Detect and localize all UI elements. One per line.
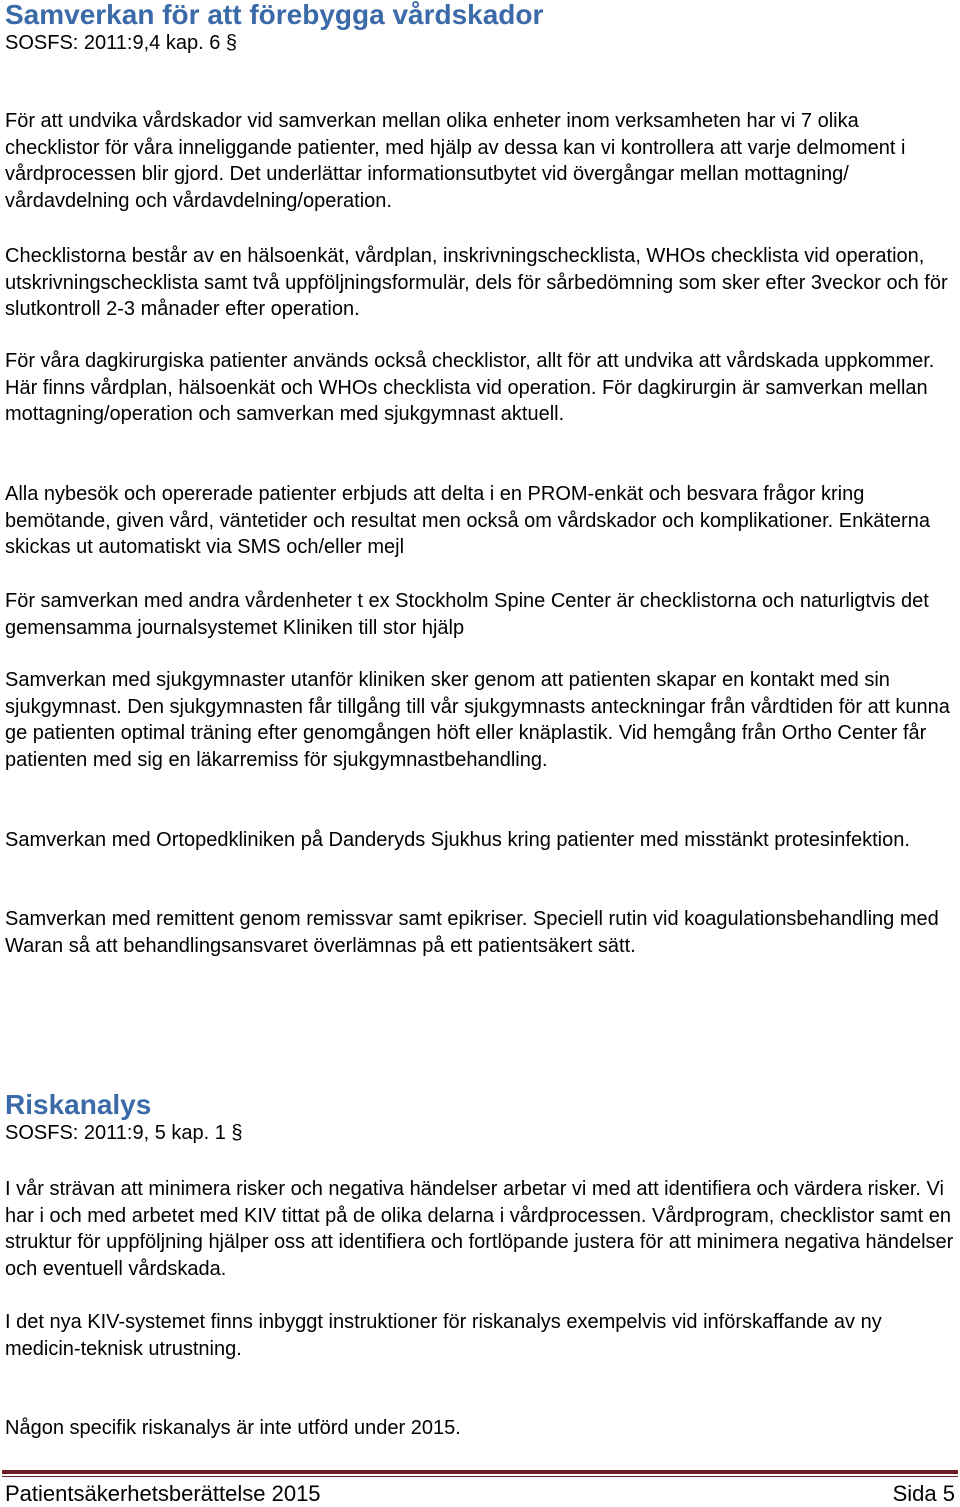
- paragraph: Checklistorna består av en hälsoenkät, vårdplan, inskrivningschecklista, WHOs checklista vid operation, utskrivningschecklista samt två uppföljningsformulär, dels för sårbedömning som sker efter 3veckor och för slutkontroll 2-3 månader efter operation.: [5, 245, 948, 320]
- paragraph: Samverkan med Ortopedkliniken på Danderyds Sjukhus kring patienter med misstänkt protesinfektion.: [5, 829, 910, 851]
- paragraph: För samverkan med andra vårdenheter t ex Stockholm Spine Center är checklistorna och naturligtvis det gemensamma journalsystemet Kliniken till stor hjälp: [5, 590, 929, 639]
- section-samverkan: [5, 0, 950, 957]
- footer-rule: [2, 1470, 958, 1474]
- paragraph: Samverkan med sjukgymnaster utanför kliniken sker genom att patienten skapar en kontakt med sin sjukgymnast. Den sjukgymnasten får tillgång till vår sjukgymnasts anteckningar från vårdtiden för att kunna ge patienten optimal träning efter genomgången höft eller knäplastik. Vid hemgång från Ortho Center får patienten med sig en läkarremiss för sjukgymnastbehandling.: [5, 669, 950, 771]
- paragraph: Samverkan med remittent genom remissvar samt epikriser. Speciell rutin vid koagulationsbehandling med Waran så att behandlingsansvaret överlämnas på ett patientsäkert sätt.: [5, 908, 939, 957]
- regulation-reference: SOSFS: 2011:9,4 kap. 6 §: [5, 32, 237, 54]
- paragraph: I vår strävan att minimera risker och negativa händelser arbetar vi med att identifiera och värdera risker. Vi har i och med arbetet med KIV tittat på de olika delarna i vårdprocessen. Vårdprogram, checklistor samt en struktur för uppföljning hjälper oss att identifiera och fortlöpande justera för att minimera negativa händelser och eventuell vårdskada.: [5, 1178, 954, 1280]
- footer-page-number: Sida 5: [892, 1481, 955, 1506]
- paragraph: Alla nybesök och opererade patienter erbjuds att delta i en PROM-enkät och besvara frågor kring bemötande, given vård, väntetider och resultat men också om vårdskador och komplikationer. Enkäterna skickas ut automatiskt via SMS och/eller mejl: [5, 483, 930, 558]
- section-title: Riskanalys: [5, 1089, 152, 1120]
- paragraph: Någon specifik riskanalys är inte utförd under 2015.: [5, 1417, 461, 1439]
- section-title: Samverkan för att förebygga vårdskador: [5, 0, 544, 30]
- regulation-reference: SOSFS: 2011:9, 5 kap. 1 §: [5, 1122, 243, 1144]
- page-footer: [0, 1470, 960, 1507]
- section-riskanalys: [5, 1089, 954, 1439]
- paragraph: För att undvika vårdskador vid samverkan mellan olika enheter inom verksamheten har vi 7 olika checklistor för våra inneliggande patienter, med hjälp av dessa kan vi kontrollera att varje delmoment i vårdprocessen blir gjord. Det underlättar informationsutbytet vid övergångar mellan mottagning/ vårdavdelning och vårdavdelning/operation.: [5, 110, 906, 212]
- paragraph: I det nya KIV-systemet finns inbyggt instruktioner för riskanalys exempelvis vid införskaffande av ny medicin-teknisk utrustning.: [5, 1311, 882, 1360]
- footer-document-title: Patientsäkerhetsberättelse 2015: [5, 1481, 321, 1506]
- footer-rule-thin: [2, 1476, 958, 1477]
- paragraph: För våra dagkirurgiska patienter används också checklistor, allt för att undvika att vårdskada uppkommer. Här finns vårdplan, hälsoenkät och WHOs checklista vid operation. För dagkirurgin är samverkan mellan mottagning/operation och samverkan med sjukgymnast aktuell.: [5, 350, 935, 425]
